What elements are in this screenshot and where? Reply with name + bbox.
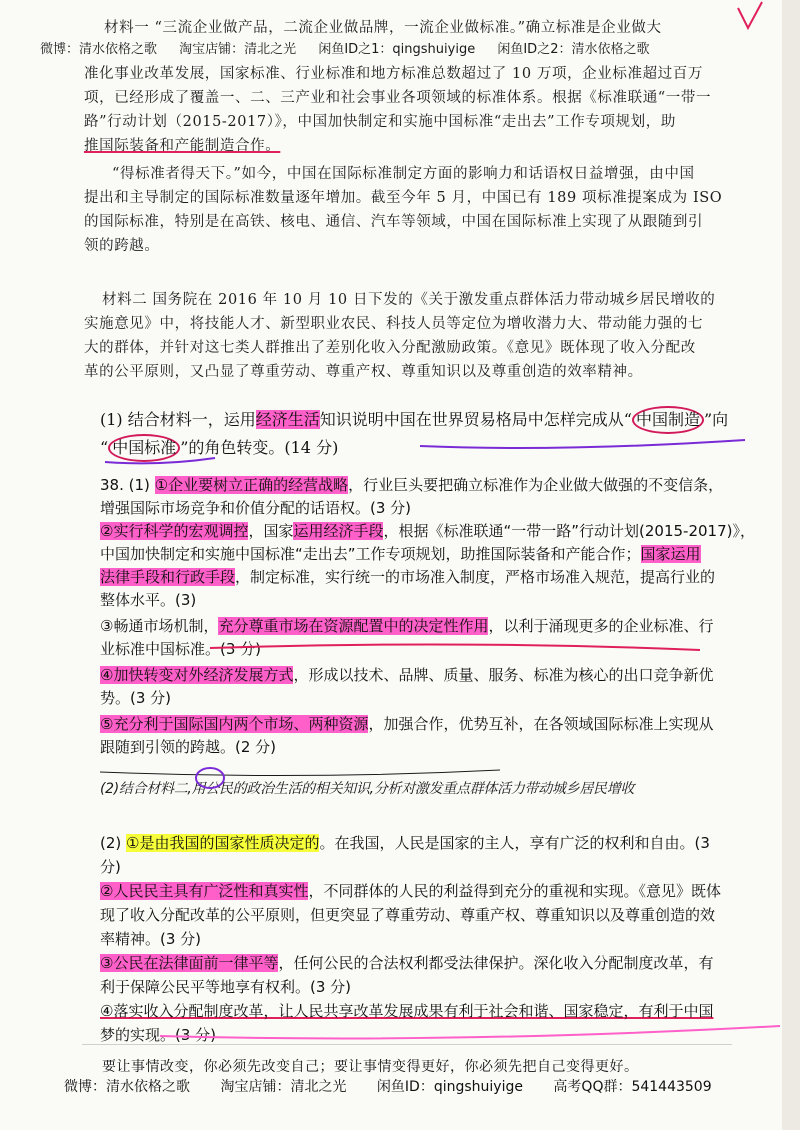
question-one-line1: (1) 结合材料一，运用经济生活知识说明中国在世界贸易格局中怎样完成从“ 中国制造 ”向 xyxy=(100,406,790,434)
material-two-line: 革的公平原则，又凸显了尊重劳动、尊重产权、尊重知识以及尊重创造的效率精神。 xyxy=(84,364,643,380)
answer-item: 分) xyxy=(100,858,121,876)
footer-weibo: 微博：清水依格之歌 xyxy=(64,1079,190,1095)
answer-item: 38. (1) ①企业要树立正确的经营战略，行业巨头要把确立标准作为企业做大做强的不变信条， xyxy=(100,476,724,494)
answer-item: 利于保障公民平等地享有权利。(3 分) xyxy=(100,978,352,996)
answer-item: 整体水平。(3) xyxy=(100,591,197,609)
answer-item: ④落实收入分配制度改革，让人民共享改革发展成果有利于社会和谐、国家稳定，有利于中国 xyxy=(100,1002,714,1020)
answer-item: 跟随到引领的跨越。(2 分) xyxy=(100,738,277,756)
pen-underline xyxy=(105,458,215,463)
answer-item: ③畅通市场机制，充分尊重市场在资源配置中的决定性作用，以利于涌现更多的企业标准、行 xyxy=(100,617,714,635)
material-one-line: “得标准者得天下。”如今，中国在国际标准制定方面的影响力和话语权日益增强，由中国 xyxy=(112,166,695,182)
question-keyword-economic-life: 经济生活 xyxy=(255,410,320,429)
answer-item: ④加快转变对外经济发展方式，形成以技术、品牌、质量、服务、标准为核心的出口竞争新优 xyxy=(100,666,714,684)
answer-item: ②人民民主具有广泛性和真实性，不同群体的人民的利益得到充分的重视和实现。《意见》既体 xyxy=(100,882,721,900)
answer-item: 梦的实现。(3 分) xyxy=(100,1026,217,1044)
question-one-line2: “ 中国标准 ”的角色转变。(14 分) xyxy=(100,434,790,462)
watermark-taobao: 淘宝店铺：清北之光 xyxy=(179,42,297,57)
answer-item: 法律手段和行政手段，制定标准，实行统一的市场准入制度，严格市场准入规范，提高行业的 xyxy=(100,568,716,586)
pen-check xyxy=(738,2,762,28)
motto: 要让事情改变，你必须先改变自己；要让事情变得更好，你必须先把自己变得更好。 xyxy=(102,1059,639,1075)
material-one-line: 项，已经形成了覆盖一、二、三产业和社会事业各项领域的标准体系。根据《标准联通“一带一 xyxy=(84,90,712,106)
material-one-line: 提出和主导制定的国际标准数量逐年增加。截至今年 5 月，中国已有 189 项标准提案成为 ISO xyxy=(84,190,723,206)
answer-item: 业标准中国标准。(3 分) xyxy=(100,640,262,658)
handwritten-question-two: (2)结合材料二,用公民的政治生活的相关知识,分析对激发重点群体活力带动城乡居民增收 xyxy=(100,781,635,797)
answer-item: ⑤充分利于国际国内两个市场、两种资源，加强合作，优势互补，在各领域国际标准上实现从 xyxy=(100,715,714,733)
footer-xianyu: 闲鱼ID：qingshuiyige xyxy=(376,1079,523,1095)
material-two-line: 大的群体，并针对这七类人群推出了差别化收入分配激励政策。《意见》既体现了收入分配改 xyxy=(84,340,696,356)
answer-item: 率精神。(3 分) xyxy=(100,930,202,948)
answer-item: 增强国际市场竞争和价值分配的话语权。(3 分) xyxy=(100,499,412,517)
watermark-xianyu1: 闲鱼ID之1：qingshuiyige xyxy=(318,42,476,57)
question-keyword-made-in-china: 中国制造 xyxy=(632,406,704,434)
watermark-xianyu2: 闲鱼ID之2：清水依格之歌 xyxy=(497,42,650,57)
answer-item: 势。(3 分) xyxy=(100,689,172,707)
material-one-line: 的国际标准，特别是在高铁、核电、通信、汽车等领域，中国在国际标准上实现了从跟随到引 xyxy=(84,214,704,230)
material-two-line: 实施意见》中，将技能人才、新型职业农民、科技人员等定位为增收潜力大、带动能力强的七 xyxy=(84,316,704,332)
answer-item: ②实行科学的宏观调控，国家运用经济手段，根据《标准联通“一带一路”行动计划(2015-2017)》， xyxy=(100,522,755,540)
answer-item: 现了收入分配改革的公平原则，但更突显了尊重劳动、尊重产权、尊重知识以及尊重创造的效 xyxy=(100,906,716,924)
pen-underline xyxy=(210,644,700,650)
material-two-line: 材料二 国务院在 2016 年 10 月 10 日下发的《关于激发重点群体活力带动城乡居民增收的 xyxy=(102,292,716,308)
answer-item: (2) ①是由我国的国家性质决定的。在我国，人民是国家的主人，享有广泛的权利和自由。(3 xyxy=(100,834,710,852)
material-one-line: 准化事业改革发展，国家标准、行业标准和地方标准总数超过了 10 万项，企业标准超过百万 xyxy=(84,66,703,82)
pen-underline xyxy=(420,440,745,448)
material-one-line: 领的跨越。 xyxy=(84,238,160,254)
footer-taobao: 淘宝店铺：清北之光 xyxy=(220,1079,347,1095)
pen-underline xyxy=(100,770,500,776)
pen-underline xyxy=(160,1026,780,1038)
answer-item: ③公民在法律面前一律平等，任何公民的合法权利都受法律保护。深化收入分配制度改革，有 xyxy=(100,954,714,972)
pen-circle xyxy=(196,768,224,788)
material-one-line: 路”行动计划（2015-2017）》，中国加快制定和实施中国标准“走出去”工作专项规划，助 xyxy=(84,114,676,130)
answer-item: 中国加快制定和实施中国标准“走出去”工作专项规划，助推国际装备和产能合作；国家运用 xyxy=(100,545,701,563)
material-one-line: 材料一 “三流企业做产品，二流企业做品牌，一流企业做标准。”确立标准是企业做大 xyxy=(104,20,662,36)
watermark-weibo: 微博：清水依格之歌 xyxy=(40,42,158,57)
footer-qq: 高考QQ群：541443509 xyxy=(553,1079,712,1095)
material-one-line: 推国际装备和产能制造合作。 xyxy=(84,138,281,154)
question-keyword-china-standard: 中国标准 xyxy=(108,434,180,462)
